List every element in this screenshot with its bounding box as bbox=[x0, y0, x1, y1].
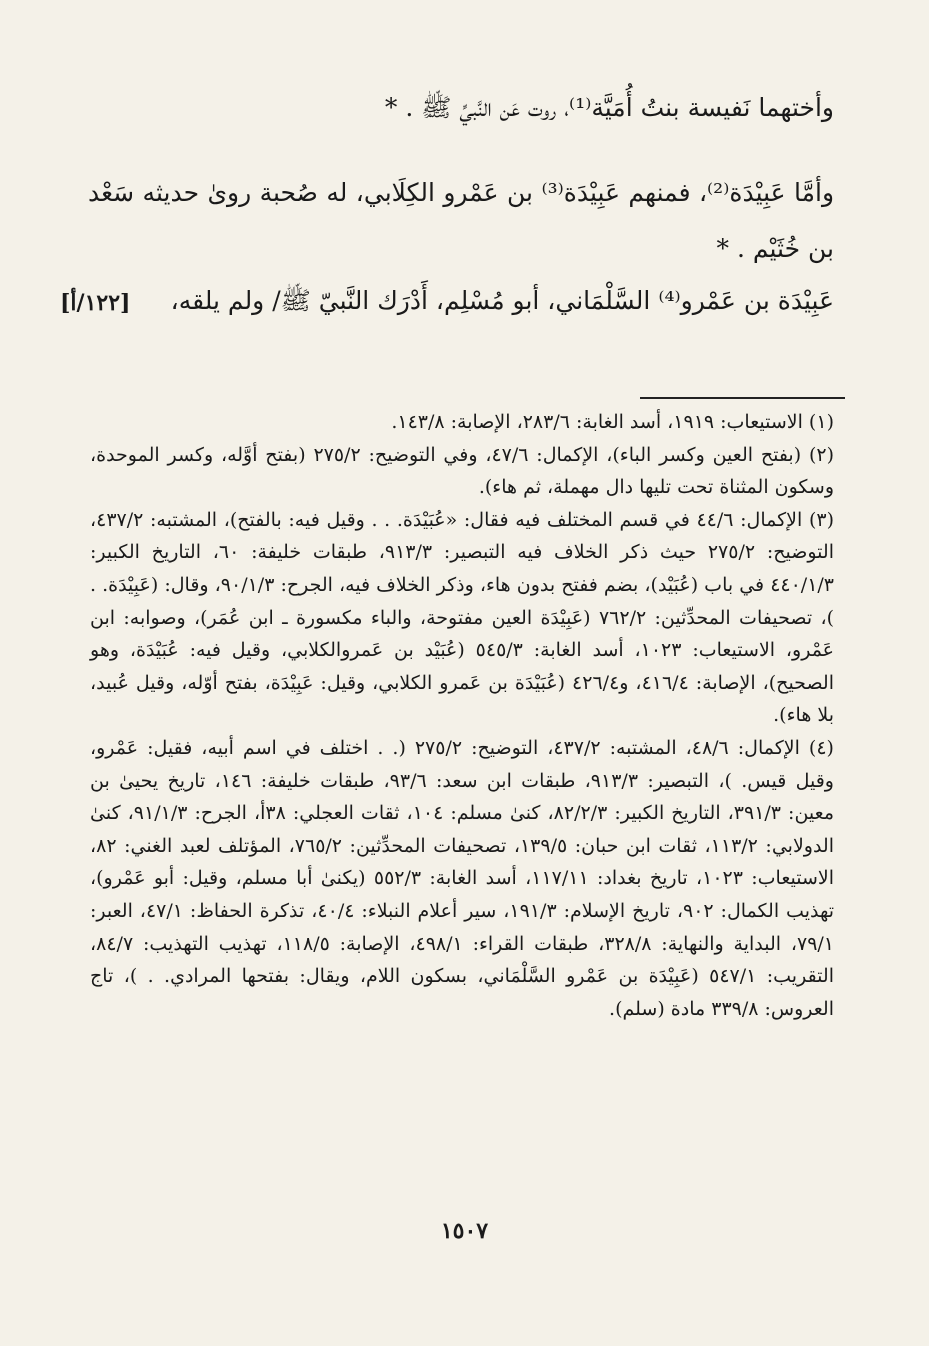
footnotes bbox=[90, 406, 834, 1025]
paragraph-abida-salmani: عَبِيْدَة بن عَمْرو⁽⁴⁾ السَّلْمَاني، أبو مُسْلِم، أَدْرَك النَّبيّ ﷺ/ ولم يلقه، bbox=[170, 286, 834, 315]
footnote-3: (٣) الإكمال: ٤٤/٦ في قسم المختلف فيه فقال: «عُبَيْدَة. . . وقيل فيه: بالفتح)، المشتبه: ٤٣٧/٢، التوضيح: ٢٧٥/٢ حيث ذكر الخلاف فيه التبصير: ٩١٣/٣، طبقات خليفة: ٦٠، التاريخ الكبير: ٤٤٠/١/٣ في باب (عُبَيْد)، بضم ففتح بدون هاء، وذكر الخلاف فيه، الجرح: ٩٠/١/٣، وقال: (عَبِيْدَة. . )، تصحيفات المحدِّثين: ٧٦٢/٢ (عَبِيْدَة العين مفتوحة، والباء مكسورة ـ ابن عُمَر)، وصوابه: ابن عَمْرو، الاستيعاب: ١٠٢٣، أسد الغابة: ٥٤٥/٣ (عُبَيْد بن عَمروالكلابي، وقيل فيه: عُبَيْدَة، وهو الصحيح)، الإصابة: ٤١٦/٤، و٤٢٦/٤ (عُبَيْدَة بن عَمرو الكلابي، وقيل: عَبِيْدَة، بفتح أوّله، وقيل عُبيد، بلا هاء). bbox=[90, 508, 835, 727]
footnote-divider bbox=[640, 397, 845, 399]
footnote-1: (١) الاستيعاب: ١٩١٩، أسد الغابة: ٢٨٣/٦، الإصابة: ١٤٣/٨. bbox=[391, 411, 834, 433]
paragraph-abida: وأمَّا عَبِيْدَة⁽²⁾، فمنهم عَبِيْدَة⁽³⁾ بن عَمْرو الكِلَابي، له صُحبة روىٰ حديثه سَعْد بن خُثَيْم . * bbox=[88, 178, 835, 263]
paragraph-nafisa: وأختهما نَفيسة بنتُ أُمَيَّة⁽¹⁾، روت عَن النَّبيِّ ﷺ . * bbox=[384, 93, 834, 122]
footnote-4: (٤) الإكمال: ٤٨/٦، المشتبه: ٤٣٧/٢، التوضيح: ٢٧٥/٢ (. . اختلف في اسم أبيه، فقيل: عَمْرو، وقيل قيس. )، التبصير: ٩١٣/٣، طبقات ابن سعد: ٩٣/٦، طبقات خليفة: ١٤٦، تاريخ يحيىٰ بن معين: ٣٩١/٣، التاريخ الكبير: ٨٢/٢/٣، كنىٰ مسلم: ١٠٤، ثقات العجلي: ٣٨أ، الجرح: ٩١/١/٣، كنىٰ الدولابي: ١١٣/٢، ثقات ابن حبان: ١٣٩/٥، تصحيفات المحدِّثين: ٧٦٥/٢، المؤتلف لعبد الغني: ٨٢، الاستيعاب: ١٠٢٣، تاريخ بغداد: ١١٧/١١، أسد الغابة: ٥٥٢/٣ (يكنىٰ أبا مسلم، وقيل: أبو عَمْرو)، تهذيب الكمال: ٩٠٢، تاريخ الإسلام: ١٩١/٣، سير أعلام النبلاء: ٤٠/٤، تذكرة الحفاظ: ٤٧/١، العبر: ٧٩/١، البداية والنهاية: ٣٢٨/٨، طبقات القراء: ٤٩٨/١، الإصابة: ١١٨/٥، تهذيب التهذيب: ٨٤/٧، التقريب: ٥٤٧/١ (عَبِيْدَة بن عَمْرو السَّلْمَاني، بسكون اللام، ويقال: بفتحها المرادي. . )، تاج العروس: ٣٣٩/٨ مادة (سلم). bbox=[90, 736, 835, 1020]
footnote-2: (٢) (بفتح العين وكسر الباء)، الإكمال: ٤٧/٦، وفي التوضيح: ٢٧٥/٢ (بفتح أوَّله، وكسر الموحدة، وسكون المثناة تحت تليها دال مهملة، ثم هاء). bbox=[90, 443, 834, 499]
manuscript-folio-marker: [١٢٢/أ] bbox=[60, 290, 131, 316]
page-number: ١٥٠٧ bbox=[440, 1218, 489, 1244]
